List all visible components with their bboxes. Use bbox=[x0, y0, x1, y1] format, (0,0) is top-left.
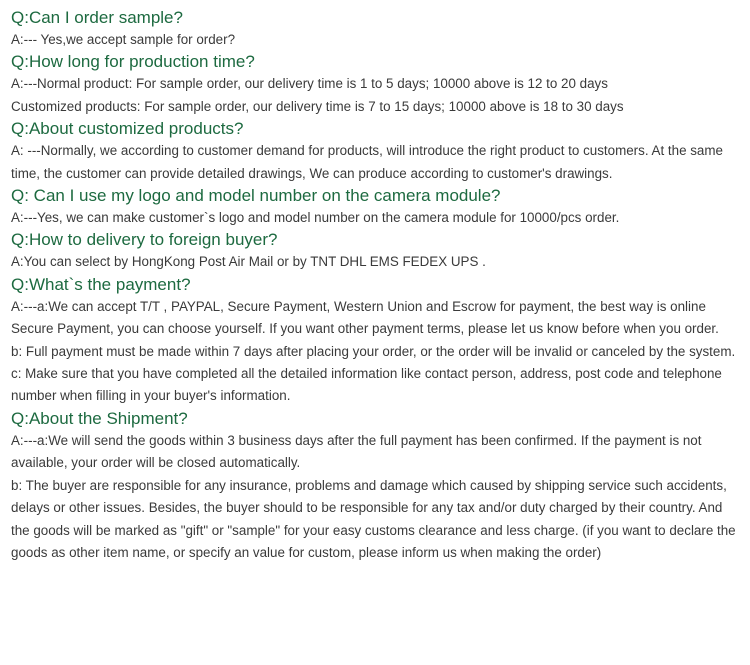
answer-paragraph: A:---a:We will send the goods within 3 business days after the full payment has been confirmed. If the payment is not available, your order will be closed automatically. bbox=[11, 432, 702, 471]
faq-item-delivery bbox=[11, 229, 740, 273]
answer-text bbox=[11, 251, 740, 273]
answer-paragraph: A:You can select by HongKong Post Air Mail or by TNT DHL EMS FEDEX UPS . bbox=[11, 254, 486, 270]
answer-paragraph: c: Make sure that you have completed all the detailed information like contact person, address, post code and telephone number when filling in your buyer's information. bbox=[11, 366, 722, 404]
faq-item-shipment bbox=[11, 408, 740, 564]
answer-text bbox=[11, 430, 740, 564]
answer-paragraph: A:---a:We can accept T/T , PAYPAL, Secure Payment, Western Union and Escrow for payment, the best way is online Secure Payment, you can choose yourself. If you want other payment terms, please let us know before when you order. bbox=[11, 298, 719, 337]
question-heading: Q: Can I use my logo and model number on the camera module? bbox=[11, 186, 501, 206]
question-heading: Q:What`s the payment? bbox=[11, 274, 191, 294]
answer-text bbox=[11, 29, 740, 51]
answer-text bbox=[11, 207, 740, 229]
question-heading: Q:About the Shipment? bbox=[11, 408, 188, 428]
faq-item-sample bbox=[11, 7, 740, 51]
answer-paragraph: Customized products: For sample order, our delivery time is 7 to 15 days; 10000 above is 18 to 30 days bbox=[11, 98, 624, 114]
answer-paragraph: b: The buyer are responsible for any insurance, problems and damage which caused by shipping service such accidents, delays or other issues. Besides, the buyer should to be responsible for any tax and/or duty charged by their country. And the goods will be marked as "gift" or "sample" for your easy customs clearance and less charge. (if you want to declare the goods as other item name, or specify an value for custom, please inform us when making the order) bbox=[11, 477, 736, 560]
question-heading: Q:About customized products? bbox=[11, 119, 244, 139]
answer-text bbox=[11, 140, 740, 185]
faq-item-production-time bbox=[11, 51, 740, 118]
answer-paragraph: b: Full payment must be made within 7 days after placing your order, or the order will be invalid or canceled by the system. bbox=[11, 343, 736, 359]
answer-paragraph: A:---Yes, we can make customer`s logo and model number on the camera module for 10000/pcs order. bbox=[11, 210, 620, 226]
answer-paragraph: A:--- Yes,we accept sample for order? bbox=[11, 32, 236, 47]
question-heading: Q:Can I order sample? bbox=[11, 8, 183, 27]
faq-item-logo bbox=[11, 185, 740, 229]
question-heading: Q:How long for production time? bbox=[11, 52, 255, 72]
answer-text bbox=[11, 296, 740, 408]
answer-paragraph: A: ---Normally, we according to customer demand for products, will introduce the right product to customers. At the same time, the customer can provide detailed drawings, We can produce according to customer's drawings. bbox=[11, 143, 723, 181]
answer-text bbox=[11, 73, 740, 118]
faq-item-payment bbox=[11, 274, 740, 408]
answer-paragraph: A:---Normal product: For sample order, our delivery time is 1 to 5 days; 10000 above is 12 to 20 days bbox=[11, 76, 608, 92]
question-heading: Q:How to delivery to foreign buyer? bbox=[11, 230, 278, 250]
faq-item-customized-products bbox=[11, 118, 740, 185]
